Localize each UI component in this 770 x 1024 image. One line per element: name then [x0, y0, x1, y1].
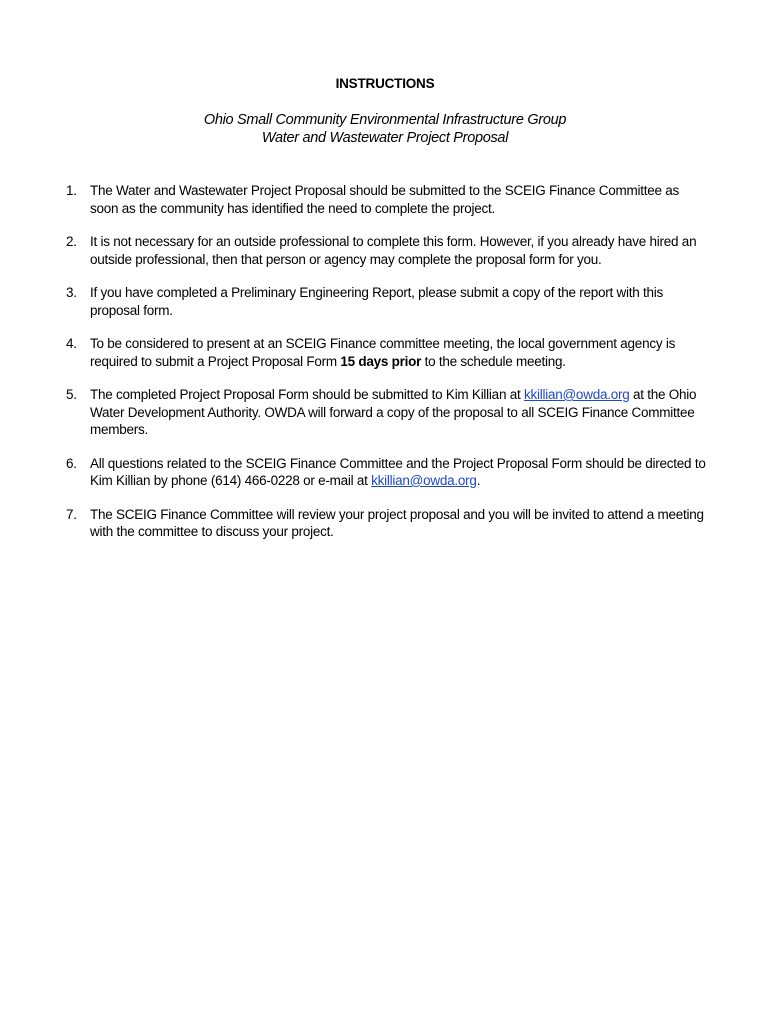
list-item-2 — [66, 233, 706, 268]
item-text-after: at the Ohio Water Development Authority. OWDA will forward a copy of the proposal to all SCEIG Finance Committee members. — [90, 387, 697, 437]
item-text: The Water and Wastewater Project Proposal should be submitted to the SCEIG Finance Committee as soon as the community has identified the need to complete the project. — [90, 183, 680, 216]
page-heading: INSTRUCTIONS — [335, 76, 435, 91]
email-link[interactable]: kkillian@owda.org — [371, 473, 477, 488]
instructions-list — [66, 182, 706, 557]
item-text: It is not necessary for an outside professional to complete this form. However, if you already have hired an outside professional, then that person or agency may complete the proposal form for you. — [90, 234, 697, 267]
email-link[interactable]: kkillian@owda.org — [523, 387, 630, 402]
item-number: 4. — [66, 336, 77, 351]
subtitle-line-2: Water and Wastewater Project Proposal — [261, 130, 509, 146]
list-item-1 — [66, 182, 706, 217]
item-number: 5. — [66, 387, 77, 402]
list-item-5 — [66, 386, 706, 439]
item-text-after: to the schedule meeting. — [421, 353, 566, 369]
item-number: 1. — [66, 183, 77, 198]
item-number: 3. — [66, 285, 77, 300]
item-text: The SCEIG Finance Committee will review your project proposal and you will be invited to attend a meeting with the committee to discuss your project. — [90, 506, 704, 539]
subtitle-line-1: Ohio Small Community Environmental Infrastructure Group — [203, 112, 567, 128]
item-text-before: All questions related to the SCEIG Finance Committee and the Project Proposal Form should be directed to Kim Killian by phone (614) 466-0228 or e-mail at — [90, 455, 706, 488]
item-number: 7. — [66, 506, 77, 522]
deadline-emphasis: 15 days prior — [340, 353, 422, 369]
item-text-after: . — [476, 473, 481, 488]
item-number: 6. — [66, 455, 77, 471]
list-item-4 — [66, 335, 706, 370]
item-text: If you have completed a Preliminary Engineering Report, please submit a copy of the report with this proposal form. — [90, 285, 664, 318]
item-number: 2. — [66, 234, 77, 249]
list-item-7 — [66, 506, 706, 541]
item-text-before: To be considered to present at an SCEIG Finance committee meeting, the local government agency is required to submit a Project Proposal Form — [90, 336, 676, 369]
document-subtitle — [0, 111, 770, 147]
list-item-3 — [66, 284, 706, 319]
item-text-before: The completed Project Proposal Form should be submitted to Kim Killian at — [90, 387, 524, 402]
list-item-6 — [66, 455, 706, 490]
